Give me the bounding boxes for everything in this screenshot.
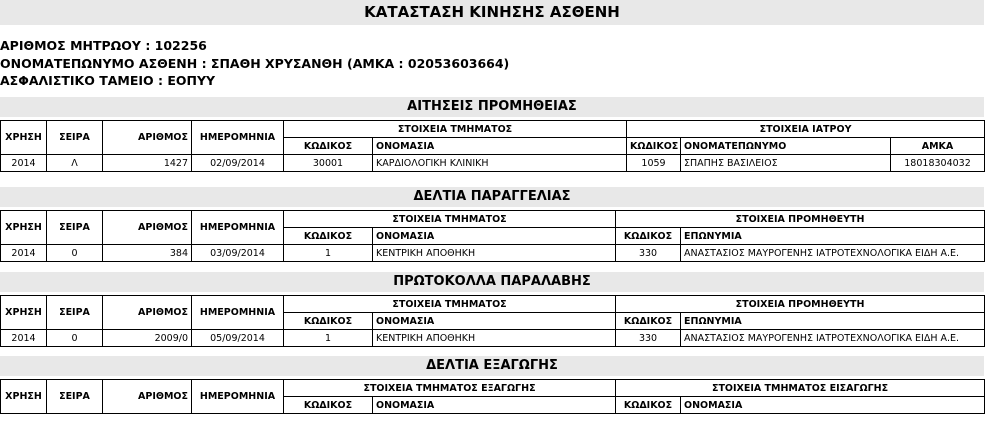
group-supplier: ΣΤΟΙΧΕΙΑ ΠΡΟΜΗΘΕΥΤΗ: [616, 211, 985, 228]
requests-heading: ΑΙΤΗΣΕΙΣ ΠΡΟΜΗΘΕΙΑΣ: [0, 97, 984, 117]
cell-dept-name: ΚΑΡΔΙΟΛΟΓΙΚΗ ΚΛΙΝΙΚΗ: [373, 155, 627, 172]
exports-heading: ΔΕΛΤΙΑ ΕΞΑΓΩΓΗΣ: [0, 356, 984, 376]
group-export-department: ΣΤΟΙΧΕΙΑ ΤΜΗΜΑΤΟΣ ΕΞΑΓΩΓΗΣ: [284, 380, 616, 397]
col-sup-name: ΕΠΩΝΥΜΙΑ: [681, 228, 985, 245]
receipts-table: [0, 295, 985, 347]
col-series: ΣΕΙΡΑ: [47, 211, 103, 245]
cell-date: 02/09/2014: [192, 155, 284, 172]
col-year: ΧΡΗΣΗ: [1, 121, 47, 155]
cell-dept-code: 1: [284, 245, 373, 262]
cell-doc-code: 1059: [627, 155, 681, 172]
cell-doc-amka: 18018304032: [891, 155, 985, 172]
orders-heading: ΔΕΛΤΙΑ ΠΑΡΑΓΓΕΛΙΑΣ: [0, 187, 984, 207]
cell-year: 2014: [1, 330, 47, 347]
col-dept-name: ΟΝΟΜΑΣΙΑ: [373, 138, 627, 155]
table-row: [1, 330, 985, 347]
exports-table: [0, 379, 985, 414]
receipts-heading: ΠΡΩΤΟΚΟΛΛΑ ΠΑΡΑΛΑΒΗΣ: [0, 272, 984, 292]
col-export-code: ΚΩΔΙΚΟΣ: [284, 397, 373, 414]
cell-series: 0: [47, 330, 103, 347]
col-dept-code: ΚΩΔΙΚΟΣ: [284, 313, 373, 330]
col-date: ΗΜΕΡΟΜΗΝΙΑ: [192, 380, 284, 414]
col-year: ΧΡΗΣΗ: [1, 380, 47, 414]
col-series: ΣΕΙΡΑ: [47, 121, 103, 155]
col-dept-code: ΚΩΔΙΚΟΣ: [284, 138, 373, 155]
group-department: ΣΤΟΙΧΕΙΑ ΤΜΗΜΑΤΟΣ: [284, 121, 627, 138]
col-number: ΑΡΙΘΜΟΣ: [103, 121, 192, 155]
cell-doc-name: ΣΠΑΠΗΣ ΒΑΣΙΛΕΙΟΣ: [681, 155, 891, 172]
col-dept-name: ΟΝΟΜΑΣΙΑ: [373, 228, 616, 245]
requests-table: [0, 120, 985, 172]
col-import-code: ΚΩΔΙΚΟΣ: [616, 397, 681, 414]
col-series: ΣΕΙΡΑ: [47, 296, 103, 330]
col-number: ΑΡΙΘΜΟΣ: [103, 211, 192, 245]
table-row: [1, 245, 985, 262]
cell-dept-name: ΚΕΝΤΡΙΚΗ ΑΠΟΘΗΚΗ: [373, 245, 616, 262]
insurance-fund: ΑΣΦΑΛΙΣΤΙΚΟ ΤΑΜΕΙΟ : ΕΟΠΥΥ: [0, 73, 216, 88]
cell-sup-code: 330: [616, 245, 681, 262]
group-doctor: ΣΤΟΙΧΕΙΑ ΙΑΤΡΟΥ: [627, 121, 985, 138]
registry-number: ΑΡΙΘΜΟΣ ΜΗΤΡΩΟΥ : 102256: [0, 38, 207, 53]
cell-year: 2014: [1, 245, 47, 262]
col-sup-code: ΚΩΔΙΚΟΣ: [616, 313, 681, 330]
col-year: ΧΡΗΣΗ: [1, 211, 47, 245]
group-department: ΣΤΟΙΧΕΙΑ ΤΜΗΜΑΤΟΣ: [284, 211, 616, 228]
cell-series: 0: [47, 245, 103, 262]
col-sup-code: ΚΩΔΙΚΟΣ: [616, 228, 681, 245]
cell-dept-code: 30001: [284, 155, 373, 172]
col-date: ΗΜΕΡΟΜΗΝΙΑ: [192, 296, 284, 330]
table-row: [1, 155, 985, 172]
col-doc-code: ΚΩΔΙΚΟΣ: [627, 138, 681, 155]
col-number: ΑΡΙΘΜΟΣ: [103, 380, 192, 414]
col-sup-name: ΕΠΩΝΥΜΙΑ: [681, 313, 985, 330]
col-dept-name: ΟΝΟΜΑΣΙΑ: [373, 313, 616, 330]
cell-dept-code: 1: [284, 330, 373, 347]
orders-table: [0, 210, 985, 262]
cell-date: 03/09/2014: [192, 245, 284, 262]
col-doc-amka: ΑΜΚΑ: [891, 138, 985, 155]
col-dept-code: ΚΩΔΙΚΟΣ: [284, 228, 373, 245]
group-import-department: ΣΤΟΙΧΕΙΑ ΤΜΗΜΑΤΟΣ ΕΙΣΑΓΩΓΗΣ: [616, 380, 985, 397]
cell-year: 2014: [1, 155, 47, 172]
col-year: ΧΡΗΣΗ: [1, 296, 47, 330]
group-department: ΣΤΟΙΧΕΙΑ ΤΜΗΜΑΤΟΣ: [284, 296, 616, 313]
col-doc-name: ΟΝΟΜΑΤΕΠΩΝΥΜΟ: [681, 138, 891, 155]
cell-number: 2009/0: [103, 330, 192, 347]
col-date: ΗΜΕΡΟΜΗΝΙΑ: [192, 121, 284, 155]
cell-sup-name: ΑΝΑΣΤΑΣΙΟΣ ΜΑΥΡΟΓΕΝΗΣ ΙΑΤΡΟΤΕΧΝΟΛΟΓΙΚΑ ΕΙΔΗ Α.Ε.: [681, 330, 985, 347]
cell-number: 1427: [103, 155, 192, 172]
cell-series: Λ: [47, 155, 103, 172]
cell-sup-code: 330: [616, 330, 681, 347]
col-date: ΗΜΕΡΟΜΗΝΙΑ: [192, 211, 284, 245]
col-export-name: ΟΝΟΜΑΣΙΑ: [373, 397, 616, 414]
col-number: ΑΡΙΘΜΟΣ: [103, 296, 192, 330]
cell-number: 384: [103, 245, 192, 262]
col-import-name: ΟΝΟΜΑΣΙΑ: [681, 397, 985, 414]
cell-sup-name: ΑΝΑΣΤΑΣΙΟΣ ΜΑΥΡΟΓΕΝΗΣ ΙΑΤΡΟΤΕΧΝΟΛΟΓΙΚΑ ΕΙΔΗ Α.Ε.: [681, 245, 985, 262]
cell-date: 05/09/2014: [192, 330, 284, 347]
patient-name: ΟΝΟΜΑΤΕΠΩΝΥΜΟ ΑΣΘΕΝΗ : ΣΠΑΘΗ ΧΡΥΣΑΝΘΗ (ΑΜΚΑ : 02053603664): [0, 56, 510, 71]
group-supplier: ΣΤΟΙΧΕΙΑ ΠΡΟΜΗΘΕΥΤΗ: [616, 296, 985, 313]
col-series: ΣΕΙΡΑ: [47, 380, 103, 414]
report-title: ΚΑΤΑΣΤΑΣΗ ΚΙΝΗΣΗΣ ΑΣΘΕΝΗ: [0, 0, 984, 25]
cell-dept-name: ΚΕΝΤΡΙΚΗ ΑΠΟΘΗΚΗ: [373, 330, 616, 347]
